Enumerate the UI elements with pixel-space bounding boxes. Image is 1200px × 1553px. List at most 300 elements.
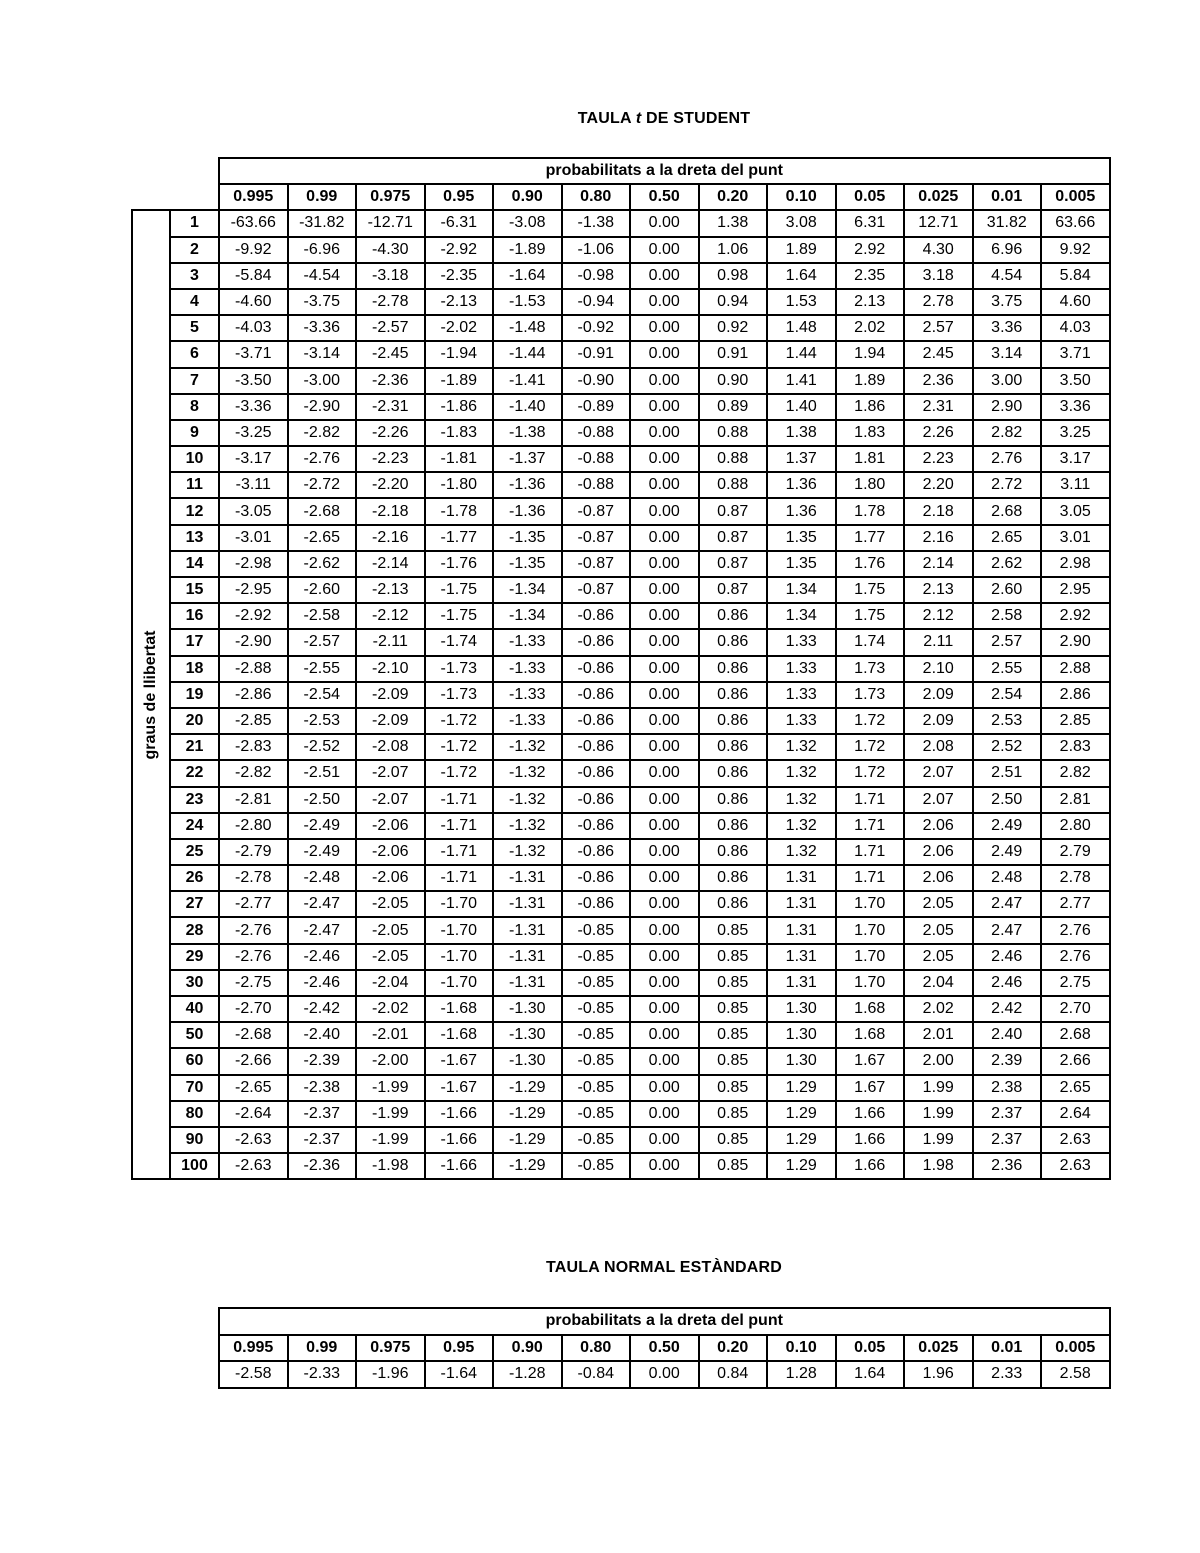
critical-value-cell: 2.76	[973, 446, 1042, 472]
critical-value-cell: 2.50	[973, 787, 1042, 813]
table-row	[132, 787, 1110, 813]
critical-value-cell: -2.82	[288, 420, 357, 446]
critical-value-cell: 2.57	[973, 629, 1042, 655]
critical-value-cell: 2.02	[904, 996, 973, 1022]
critical-value-cell: -2.53	[288, 708, 357, 734]
critical-value-cell: 0.85	[699, 1153, 768, 1179]
critical-value-cell: 0.00	[630, 525, 699, 551]
critical-value-cell: 1.35	[767, 551, 836, 577]
critical-value-cell: 2.46	[973, 944, 1042, 970]
critical-value-cell: -0.85	[562, 1048, 631, 1074]
critical-value-cell: -1.29	[493, 1075, 562, 1101]
critical-value-cell: 2.16	[904, 525, 973, 551]
critical-value-cell: -1.30	[493, 996, 562, 1022]
critical-value-cell: -2.63	[219, 1127, 288, 1153]
critical-value-cell: -1.66	[425, 1153, 494, 1179]
critical-value-cell: 0.86	[699, 682, 768, 708]
critical-value-cell: -2.83	[219, 734, 288, 760]
critical-value-cell: -2.85	[219, 708, 288, 734]
critical-value-cell: -0.85	[562, 1022, 631, 1048]
critical-value-cell: 2.07	[904, 787, 973, 813]
critical-value-cell: -2.86	[219, 682, 288, 708]
critical-value-cell: -2.05	[356, 944, 425, 970]
critical-value-cell: 1.33	[767, 629, 836, 655]
z-value-cell: 1.64	[836, 1361, 905, 1388]
critical-value-cell: 2.81	[1041, 787, 1110, 813]
critical-value-cell: -0.87	[562, 551, 631, 577]
critical-value-cell: -1.70	[425, 891, 494, 917]
normal-table-title: TAULA NORMAL ESTÀNDARD	[545, 1259, 783, 1276]
critical-value-cell: 1.68	[836, 1022, 905, 1048]
critical-value-cell: 1.99	[904, 1127, 973, 1153]
critical-value-cell: 2.54	[973, 682, 1042, 708]
critical-value-cell: -3.50	[219, 368, 288, 394]
critical-value-cell: -0.86	[562, 708, 631, 734]
critical-value-cell: 2.37	[973, 1101, 1042, 1127]
critical-value-cell: 3.01	[1041, 525, 1110, 551]
probability-column-header: 0.50	[630, 184, 699, 210]
critical-value-cell: -1.94	[425, 341, 494, 367]
critical-value-cell: 1.70	[836, 891, 905, 917]
degrees-of-freedom-cell: 4	[170, 289, 219, 315]
critical-value-cell: 0.00	[630, 682, 699, 708]
critical-value-cell: 0.00	[630, 734, 699, 760]
critical-value-cell: -2.38	[288, 1075, 357, 1101]
probability-column-header: 0.01	[973, 184, 1042, 210]
critical-value-cell: 1.31	[767, 891, 836, 917]
critical-value-cell: -0.98	[562, 263, 631, 289]
critical-value-cell: -0.90	[562, 368, 631, 394]
blank-cell	[170, 184, 219, 210]
critical-value-cell: 2.47	[973, 917, 1042, 943]
critical-value-cell: -0.87	[562, 577, 631, 603]
probability-column-header: 0.995	[219, 1335, 288, 1362]
critical-value-cell: -2.81	[219, 787, 288, 813]
critical-value-cell: 1.67	[836, 1048, 905, 1074]
critical-value-cell: 0.00	[630, 891, 699, 917]
critical-value-cell: 0.00	[630, 839, 699, 865]
critical-value-cell: 3.75	[973, 289, 1042, 315]
critical-value-cell: -2.77	[219, 891, 288, 917]
critical-value-cell: -1.41	[493, 368, 562, 394]
critical-value-cell: -2.23	[356, 446, 425, 472]
critical-value-cell: 2.79	[1041, 839, 1110, 865]
critical-value-cell: -0.85	[562, 1153, 631, 1179]
table-row	[132, 315, 1110, 341]
critical-value-cell: 2.11	[904, 629, 973, 655]
critical-value-cell: 2.98	[1041, 551, 1110, 577]
critical-value-cell: 2.72	[973, 472, 1042, 498]
critical-value-cell: 1.30	[767, 996, 836, 1022]
critical-value-cell: -1.89	[493, 237, 562, 263]
z-value-cell: 2.58	[1041, 1361, 1110, 1388]
critical-value-cell: 1.98	[904, 1153, 973, 1179]
probability-column-header: 0.90	[493, 184, 562, 210]
critical-value-cell: 1.71	[836, 839, 905, 865]
degrees-of-freedom-cell: 26	[170, 865, 219, 891]
critical-value-cell: 0.00	[630, 368, 699, 394]
critical-value-cell: 1.53	[767, 289, 836, 315]
critical-value-cell: -1.74	[425, 629, 494, 655]
critical-value-cell: 0.85	[699, 996, 768, 1022]
critical-value-cell: 2.49	[973, 813, 1042, 839]
critical-value-cell: -0.89	[562, 394, 631, 420]
z-value-cell: -0.84	[562, 1361, 631, 1388]
critical-value-cell: 1.78	[836, 498, 905, 524]
critical-value-cell: -1.71	[425, 839, 494, 865]
critical-value-cell: -0.86	[562, 760, 631, 786]
critical-value-cell: -1.72	[425, 760, 494, 786]
critical-value-cell: -2.82	[219, 760, 288, 786]
critical-value-cell: -2.00	[356, 1048, 425, 1074]
critical-value-cell: 1.30	[767, 1048, 836, 1074]
degrees-of-freedom-cell: 16	[170, 603, 219, 629]
degrees-of-freedom-cell: 6	[170, 341, 219, 367]
critical-value-cell: -2.58	[288, 603, 357, 629]
critical-value-cell: 1.38	[699, 210, 768, 236]
critical-value-cell: -2.37	[288, 1127, 357, 1153]
critical-value-cell: -2.50	[288, 787, 357, 813]
degrees-of-freedom-cell: 30	[170, 970, 219, 996]
critical-value-cell: 2.63	[1041, 1127, 1110, 1153]
critical-value-cell: -1.73	[425, 682, 494, 708]
critical-value-cell: -2.31	[356, 394, 425, 420]
critical-value-cell: 1.36	[767, 472, 836, 498]
critical-value-cell: 12.71	[904, 210, 973, 236]
critical-value-cell: -1.30	[493, 1022, 562, 1048]
critical-value-cell: -12.71	[356, 210, 425, 236]
critical-value-cell: 2.92	[1041, 603, 1110, 629]
critical-value-cell: 1.34	[767, 577, 836, 603]
t-title-post: DE STUDENT	[641, 110, 751, 127]
critical-value-cell: -2.98	[219, 551, 288, 577]
critical-value-cell: 1.67	[836, 1075, 905, 1101]
critical-value-cell: 2.23	[904, 446, 973, 472]
critical-value-cell: -1.33	[493, 682, 562, 708]
critical-value-cell: -0.86	[562, 787, 631, 813]
critical-value-cell: 3.36	[1041, 394, 1110, 420]
table-row	[132, 525, 1110, 551]
degrees-of-freedom-cell: 23	[170, 787, 219, 813]
critical-value-cell: -31.82	[288, 210, 357, 236]
critical-value-cell: -0.86	[562, 656, 631, 682]
critical-value-cell: -0.86	[562, 603, 631, 629]
critical-value-cell: -2.06	[356, 839, 425, 865]
critical-value-cell: 2.77	[1041, 891, 1110, 917]
critical-value-cell: 0.85	[699, 1101, 768, 1127]
critical-value-cell: -2.47	[288, 891, 357, 917]
critical-value-cell: -1.31	[493, 944, 562, 970]
degrees-of-freedom-cell: 11	[170, 472, 219, 498]
critical-value-cell: -1.99	[356, 1101, 425, 1127]
critical-value-cell: -1.99	[356, 1127, 425, 1153]
critical-value-cell: -1.64	[493, 263, 562, 289]
critical-value-cell: -6.96	[288, 237, 357, 263]
table-row	[219, 1361, 1110, 1388]
t-header-row-probs	[132, 184, 1110, 210]
critical-value-cell: 0.85	[699, 1127, 768, 1153]
critical-value-cell: 2.65	[973, 525, 1042, 551]
critical-value-cell: -2.07	[356, 760, 425, 786]
probability-column-header: 0.10	[767, 1335, 836, 1362]
critical-value-cell: 1.72	[836, 734, 905, 760]
critical-value-cell: 0.87	[699, 577, 768, 603]
degrees-of-freedom-cell: 19	[170, 682, 219, 708]
critical-value-cell: 1.75	[836, 577, 905, 603]
critical-value-cell: 2.46	[973, 970, 1042, 996]
critical-value-cell: 1.73	[836, 682, 905, 708]
critical-value-cell: 2.82	[973, 420, 1042, 446]
critical-value-cell: -0.85	[562, 1075, 631, 1101]
critical-value-cell: 1.29	[767, 1075, 836, 1101]
critical-value-cell: -2.55	[288, 656, 357, 682]
critical-value-cell: 0.00	[630, 315, 699, 341]
critical-value-cell: 1.75	[836, 603, 905, 629]
critical-value-cell: -2.09	[356, 708, 425, 734]
critical-value-cell: -4.54	[288, 263, 357, 289]
critical-value-cell: -4.03	[219, 315, 288, 341]
blank-cell	[132, 184, 170, 210]
critical-value-cell: 0.00	[630, 1153, 699, 1179]
critical-value-cell: 1.71	[836, 787, 905, 813]
critical-value-cell: 1.32	[767, 760, 836, 786]
degrees-of-freedom-cell: 29	[170, 944, 219, 970]
critical-value-cell: -2.68	[219, 1022, 288, 1048]
critical-value-cell: 2.78	[1041, 865, 1110, 891]
critical-value-cell: -1.33	[493, 656, 562, 682]
degrees-of-freedom-cell: 40	[170, 996, 219, 1022]
critical-value-cell: 0.00	[630, 551, 699, 577]
critical-value-cell: -1.68	[425, 1022, 494, 1048]
degrees-of-freedom-label: graus de llibertat	[142, 630, 159, 760]
degrees-of-freedom-cell: 18	[170, 656, 219, 682]
critical-value-cell: -1.71	[425, 865, 494, 891]
critical-value-cell: 2.48	[973, 865, 1042, 891]
critical-value-cell: -4.30	[356, 237, 425, 263]
critical-value-cell: -1.38	[493, 420, 562, 446]
critical-value-cell: 1.33	[767, 682, 836, 708]
critical-value-cell: -1.66	[425, 1127, 494, 1153]
critical-value-cell: -2.70	[219, 996, 288, 1022]
critical-value-cell: -2.52	[288, 734, 357, 760]
degrees-of-freedom-cell: 21	[170, 734, 219, 760]
critical-value-cell: -3.08	[493, 210, 562, 236]
critical-value-cell: 0.86	[699, 891, 768, 917]
critical-value-cell: 0.00	[630, 656, 699, 682]
critical-value-cell: -2.90	[288, 394, 357, 420]
critical-value-cell: 1.29	[767, 1153, 836, 1179]
critical-value-cell: 1.48	[767, 315, 836, 341]
critical-value-cell: 2.75	[1041, 970, 1110, 996]
critical-value-cell: 1.64	[767, 263, 836, 289]
table-row	[132, 341, 1110, 367]
critical-value-cell: 0.91	[699, 341, 768, 367]
table-row	[132, 368, 1110, 394]
critical-value-cell: 2.68	[973, 498, 1042, 524]
critical-value-cell: -0.88	[562, 446, 631, 472]
critical-value-cell: 0.00	[630, 1101, 699, 1127]
critical-value-cell: 2.39	[973, 1048, 1042, 1074]
critical-value-cell: -1.72	[425, 734, 494, 760]
critical-value-cell: -2.10	[356, 656, 425, 682]
critical-value-cell: -3.14	[288, 341, 357, 367]
critical-value-cell: 2.31	[904, 394, 973, 420]
table-row	[132, 394, 1110, 420]
critical-value-cell: 0.86	[699, 813, 768, 839]
table-row	[132, 289, 1110, 315]
critical-value-cell: 2.51	[973, 760, 1042, 786]
probability-column-header: 0.995	[219, 184, 288, 210]
critical-value-cell: -1.40	[493, 394, 562, 420]
critical-value-cell: -1.89	[425, 368, 494, 394]
critical-value-cell: 1.94	[836, 341, 905, 367]
critical-value-cell: -2.09	[356, 682, 425, 708]
critical-value-cell: 2.58	[973, 603, 1042, 629]
critical-value-cell: -0.85	[562, 917, 631, 943]
critical-value-cell: 0.87	[699, 551, 768, 577]
table-row	[132, 917, 1110, 943]
critical-value-cell: 0.00	[630, 446, 699, 472]
critical-value-cell: 3.18	[904, 263, 973, 289]
critical-value-cell: -1.31	[493, 891, 562, 917]
z-header-row-probs	[219, 1335, 1110, 1362]
critical-value-cell: -1.76	[425, 551, 494, 577]
table-row	[132, 237, 1110, 263]
critical-value-cell: -2.13	[356, 577, 425, 603]
degrees-of-freedom-cell: 80	[170, 1101, 219, 1127]
critical-value-cell: -2.78	[219, 865, 288, 891]
critical-value-cell: 0.00	[630, 263, 699, 289]
critical-value-cell: 0.90	[699, 368, 768, 394]
critical-value-cell: -3.36	[288, 315, 357, 341]
table-row	[132, 708, 1110, 734]
critical-value-cell: -1.70	[425, 970, 494, 996]
critical-value-cell: 2.45	[904, 341, 973, 367]
critical-value-cell: -3.01	[219, 525, 288, 551]
critical-value-cell: 0.00	[630, 603, 699, 629]
critical-value-cell: -1.66	[425, 1101, 494, 1127]
critical-value-cell: -2.36	[288, 1153, 357, 1179]
critical-value-cell: 1.44	[767, 341, 836, 367]
critical-value-cell: -1.44	[493, 341, 562, 367]
critical-value-cell: -0.94	[562, 289, 631, 315]
critical-value-cell: 1.68	[836, 996, 905, 1022]
critical-value-cell: -2.13	[425, 289, 494, 315]
critical-value-cell: -2.88	[219, 656, 288, 682]
critical-value-cell: 5.84	[1041, 263, 1110, 289]
critical-value-cell: -3.00	[288, 368, 357, 394]
probability-column-header: 0.025	[904, 1335, 973, 1362]
critical-value-cell: -2.06	[356, 813, 425, 839]
critical-value-cell: -2.65	[219, 1075, 288, 1101]
critical-value-cell: 1.74	[836, 629, 905, 655]
critical-value-cell: -2.11	[356, 629, 425, 655]
z-value-cell: -2.58	[219, 1361, 288, 1388]
critical-value-cell: -2.95	[219, 577, 288, 603]
critical-value-cell: 63.66	[1041, 210, 1110, 236]
critical-value-cell: 0.86	[699, 760, 768, 786]
critical-value-cell: -1.06	[562, 237, 631, 263]
critical-value-cell: 2.80	[1041, 813, 1110, 839]
critical-value-cell: -1.99	[356, 1075, 425, 1101]
critical-value-cell: 0.00	[630, 970, 699, 996]
critical-value-cell: -1.67	[425, 1048, 494, 1074]
critical-value-cell: 9.92	[1041, 237, 1110, 263]
degrees-of-freedom-axis	[132, 210, 170, 1179]
critical-value-cell: 0.86	[699, 629, 768, 655]
table-row	[132, 210, 1110, 236]
blank-cell	[132, 158, 170, 184]
probability-column-header: 0.95	[425, 1335, 494, 1362]
probability-column-header: 0.80	[562, 1335, 631, 1362]
critical-value-cell: -2.05	[356, 917, 425, 943]
critical-value-cell: -1.75	[425, 577, 494, 603]
critical-value-cell: -1.71	[425, 787, 494, 813]
critical-value-cell: -1.31	[493, 970, 562, 996]
degrees-of-freedom-cell: 8	[170, 394, 219, 420]
critical-value-cell: -0.86	[562, 682, 631, 708]
critical-value-cell: 0.00	[630, 629, 699, 655]
critical-value-cell: -1.78	[425, 498, 494, 524]
critical-value-cell: -2.75	[219, 970, 288, 996]
probability-column-header: 0.005	[1041, 1335, 1110, 1362]
critical-value-cell: -2.78	[356, 289, 425, 315]
critical-value-cell: -0.88	[562, 472, 631, 498]
critical-value-cell: 1.32	[767, 813, 836, 839]
critical-value-cell: 1.37	[767, 446, 836, 472]
critical-value-cell: -0.85	[562, 944, 631, 970]
degrees-of-freedom-cell: 100	[170, 1153, 219, 1179]
critical-value-cell: -2.54	[288, 682, 357, 708]
critical-value-cell: -63.66	[219, 210, 288, 236]
critical-value-cell: 2.36	[904, 368, 973, 394]
table-row	[132, 420, 1110, 446]
table-row	[132, 865, 1110, 891]
critical-value-cell: 2.78	[904, 289, 973, 315]
table-row	[132, 996, 1110, 1022]
critical-value-cell: 2.95	[1041, 577, 1110, 603]
critical-value-cell: -2.76	[219, 917, 288, 943]
critical-value-cell: 1.81	[836, 446, 905, 472]
critical-value-cell: 1.31	[767, 944, 836, 970]
table-row	[132, 551, 1110, 577]
critical-value-cell: -2.39	[288, 1048, 357, 1074]
table-row	[132, 263, 1110, 289]
critical-value-cell: 3.17	[1041, 446, 1110, 472]
critical-value-cell: 2.09	[904, 682, 973, 708]
table-row	[132, 891, 1110, 917]
z-value-cell: -1.64	[425, 1361, 494, 1388]
critical-value-cell: -2.92	[219, 603, 288, 629]
critical-value-cell: -2.64	[219, 1101, 288, 1127]
critical-value-cell: 2.10	[904, 656, 973, 682]
critical-value-cell: 2.04	[904, 970, 973, 996]
critical-value-cell: 1.40	[767, 394, 836, 420]
critical-value-cell: 1.31	[767, 917, 836, 943]
degrees-of-freedom-cell: 22	[170, 760, 219, 786]
critical-value-cell: 0.00	[630, 394, 699, 420]
table-row	[132, 760, 1110, 786]
z-value-cell: 1.96	[904, 1361, 973, 1388]
critical-value-cell: 2.00	[904, 1048, 973, 1074]
critical-value-cell: -2.47	[288, 917, 357, 943]
critical-value-cell: 2.06	[904, 839, 973, 865]
critical-value-cell: 1.73	[836, 656, 905, 682]
critical-value-cell: 1.80	[836, 472, 905, 498]
critical-value-cell: 0.85	[699, 1048, 768, 1074]
critical-value-cell: 2.60	[973, 577, 1042, 603]
critical-value-cell: -0.86	[562, 865, 631, 891]
